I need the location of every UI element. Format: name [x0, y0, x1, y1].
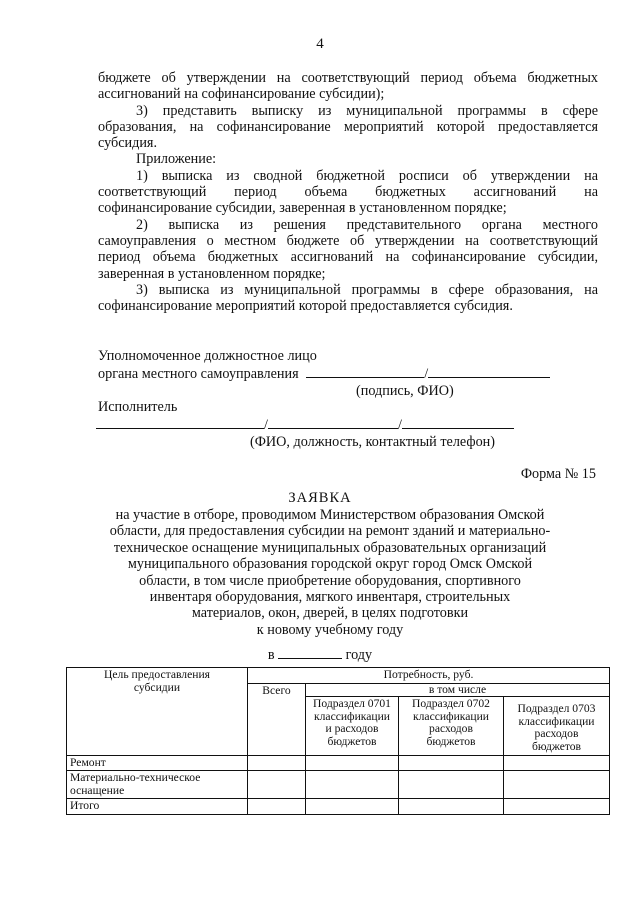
header-need: Потребность, руб. [248, 668, 610, 684]
year-line [0, 645, 640, 664]
performer-fio-field [96, 415, 264, 429]
signature-field [306, 364, 424, 378]
fio-field [428, 364, 550, 378]
performer-label: Исполнитель [98, 399, 178, 415]
table-cell[interactable] [399, 771, 504, 799]
body-text [98, 70, 598, 314]
signature-official-line [98, 364, 598, 382]
performer-position-field [268, 415, 398, 429]
text-line: 3) выписка из муниципальной программы в сфере образования, на [136, 281, 598, 298]
header-line: бюджетов [426, 734, 476, 748]
text-line: самоуправления о местном бюджете об утверждении на соответствующий [98, 232, 598, 249]
row-label-equipment [67, 771, 248, 799]
table-cell[interactable] [504, 799, 610, 815]
form-subtitle [100, 507, 560, 638]
header-line: бюджетов [327, 734, 377, 748]
header-line: классификации [314, 709, 390, 723]
table-header-row [67, 668, 610, 684]
header-purpose [67, 668, 248, 756]
subtitle-line: техническое оснащение муниципальных образовательных организаций [113, 539, 547, 556]
row-label-repair: Ремонт [67, 755, 248, 771]
text-line: 2) выписка из решения представительного органа местного [136, 216, 598, 233]
appendix-item-2 [98, 217, 598, 282]
paragraph-budget-decision [98, 70, 598, 103]
year-prefix: в [267, 647, 275, 663]
text-line: ассигнований на софинансирование субсидии); [98, 86, 385, 103]
row-label-line: оснащение [70, 783, 125, 797]
subtitle-line: инвентаря оборудования, мягкого инвентаря, строительных [149, 589, 511, 606]
text-line: заверенная в установленном порядке; [98, 265, 326, 282]
separator: / [397, 417, 402, 434]
signature-official-label: Уполномоченное должностное лицо [98, 348, 317, 364]
header-line: расходов [429, 722, 473, 736]
text-line: образования, на софинансирование мероприятий которой предоставляется [98, 118, 598, 135]
year-suffix: году [345, 647, 373, 663]
subsidy-need-table [66, 667, 610, 815]
text-line: софинансирование мероприятий которой предоставляется субсидия. [98, 298, 513, 315]
table-row [67, 799, 610, 815]
form-number: Форма № 15 [520, 466, 596, 482]
header-line: Подраздел 0701 [313, 697, 391, 711]
header-line: бюджетов [531, 739, 582, 753]
table-cell[interactable] [504, 771, 610, 799]
performer-caption: (ФИО, должность, контактный телефон) [250, 433, 495, 450]
header-total: Всего [248, 683, 306, 755]
subtitle-line: материалов, окон, дверей, в целях подготовки [191, 605, 469, 622]
subtitle-line: области, для предоставления субсидии на ремонт зданий и материально- [109, 523, 551, 540]
separator: / [264, 417, 268, 434]
form-title: ЗАЯВКА [288, 490, 352, 506]
header-line: и расходов [325, 722, 379, 736]
header-subsection-0701 [306, 697, 399, 755]
table-row [67, 755, 610, 771]
text-line: субсидия. [98, 135, 158, 152]
table-cell[interactable] [504, 755, 610, 771]
subtitle-line: области, в том числе приобретение оборудования, спортивного [139, 572, 521, 589]
performer-phone-field [402, 415, 514, 429]
year-field [278, 645, 342, 659]
header-purpose-line: субсидии [133, 680, 181, 694]
header-line: классификации [413, 709, 489, 723]
header-including: в том числе [306, 683, 610, 697]
header-line: Подраздел 0703 [517, 702, 596, 716]
text-line: соответствующий период объема бюджетных ассигнований на [98, 184, 598, 201]
text-line: 3) представить выписку из муниципальной программы в сфере [136, 102, 598, 119]
text-line: софинансирование субсидии, заверенная в установленном порядке; [98, 200, 507, 217]
text-line: бюджете об утверждении на соответствующий период объема бюджетных [98, 70, 598, 86]
appendix-label: Приложение: [136, 151, 217, 168]
performer-block [98, 399, 598, 450]
header-purpose-line: Цель предоставления [104, 668, 210, 681]
signature-org-label: органа местного самоуправления [98, 366, 299, 383]
subtitle-line: муниципального образования городской округ город Омск Омской [127, 556, 533, 573]
table-cell[interactable] [248, 771, 306, 799]
header-line: Подраздел 0702 [412, 697, 490, 711]
table-cell[interactable] [248, 755, 306, 771]
table-row [67, 771, 610, 799]
row-label-line: Материально-техническое [70, 771, 201, 785]
performer-line [96, 415, 598, 433]
header-line: расходов [534, 727, 579, 741]
table-cell[interactable] [306, 771, 399, 799]
table-cell[interactable] [399, 799, 504, 815]
table-cell[interactable] [306, 799, 399, 815]
header-subsection-0702 [399, 697, 504, 755]
table-cell[interactable] [306, 755, 399, 771]
signature-block [98, 348, 598, 399]
subtitle-line: к новому учебному году [256, 621, 404, 638]
subtitle-line: на участие в отборе, проводимом Министерством образования Омской [115, 507, 545, 523]
row-label-total: Итого [67, 799, 248, 815]
header-line: классификации [518, 714, 595, 728]
table-cell[interactable] [248, 799, 306, 815]
text-line: период объема бюджетных ассигнований на софинансирование субсидии, [98, 249, 598, 266]
text-line: 1) выписка из сводной бюджетной росписи об утверждении на [136, 167, 598, 184]
page-number: 4 [316, 36, 324, 52]
signature-caption: (подпись, ФИО) [356, 382, 454, 399]
separator: / [424, 366, 429, 383]
table-cell[interactable] [399, 755, 504, 771]
appendix-item-3 [98, 282, 598, 315]
paragraph-program-extract [98, 103, 598, 152]
header-subsection-0703 [504, 697, 610, 755]
appendix-item-1 [98, 168, 598, 217]
